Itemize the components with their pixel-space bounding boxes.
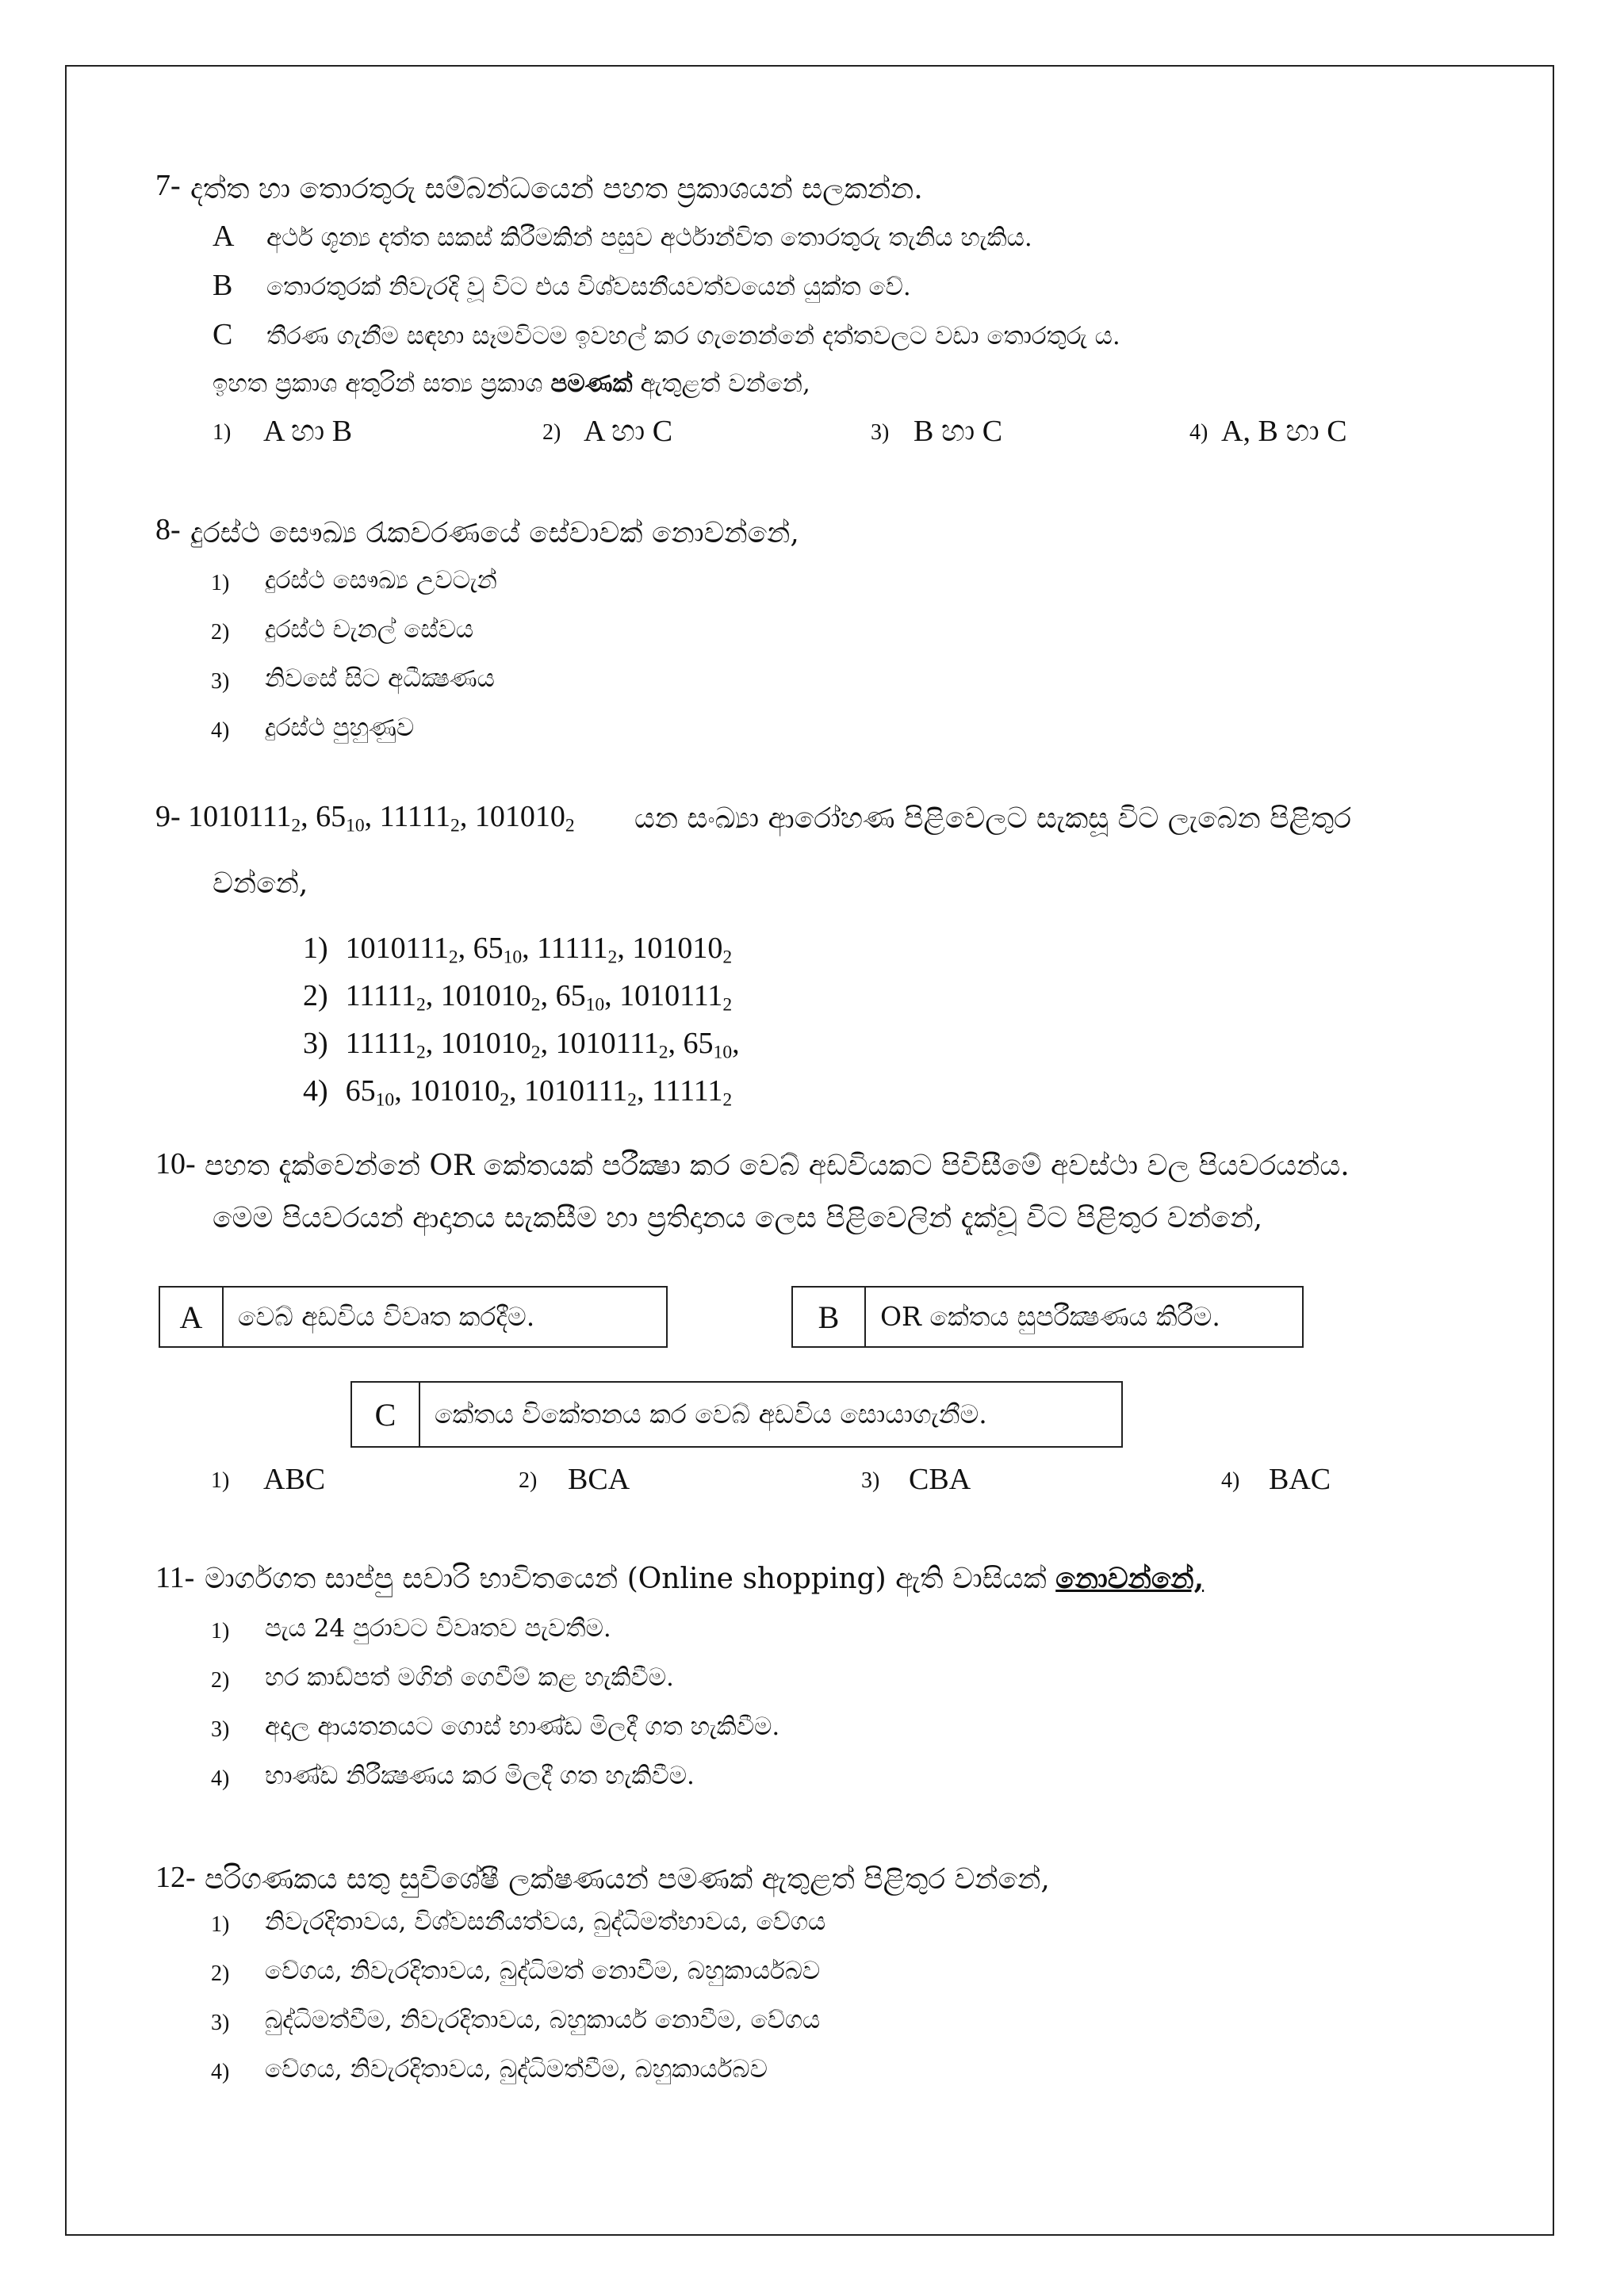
number-value: 1010111 — [188, 800, 292, 833]
statement-text: තොරතුරක් නිවැරදි වූ විට එය විශ්වසනීයවත්වයෙන් යුක්ත වේ. — [266, 273, 911, 301]
question-text: පහත දැක්වෙන්නේ OR කේතයක් පරීක්‍ෂා කර වෙබ් අඩවියකට පිවිසීමේ අවස්ථා වල පියවරයන්ය. — [205, 1150, 1350, 1182]
question-number: 8- — [155, 513, 181, 546]
option-number: 1) — [213, 420, 232, 445]
question-prompt: ඉහත ප්‍රකාශ අතුරින් සත්‍ය ප්‍රකාශ පමණක් ඇතුළත් වන්නේ, — [213, 369, 810, 398]
option-text: බුද්ධිමත්වීම, නිවැරදිතාවය, බහුකාර්ය නොවීම, වේගය — [265, 2006, 821, 2034]
question-text: දුරස්ථ සෞඛ්‍ය රැකවරණයේ සේවාවක් නොවන්නේ, — [190, 517, 799, 549]
option-number: 1) — [211, 571, 230, 595]
question-text-line2: මෙම පියවරයන් ආදානය සැකසීම හා ප්‍රතිදානය ලෙස පිළිවෙලින් දැක්වූ විට පිළිතුර වන්නේ, — [213, 1202, 1263, 1234]
option-number: 2) — [542, 420, 561, 445]
emphasis-text: නොවන්නේ, — [1055, 1562, 1205, 1595]
number-value: 11111 — [345, 1027, 417, 1060]
question-text: මාර්ගගත සාප්පු සවාරි භාවිතයෙන් (Online shopping) ඇති වාසියක් නොවන්නේ, — [205, 1562, 1205, 1595]
option-row: 1) $1010111_2$, $65_{10}$, $11111_2$, $101010_2$ — [303, 932, 733, 968]
option-number: 4) — [1189, 420, 1208, 445]
question-text: දත්ත හා තොරතුරු සම්බන්ධයෙන් පහත ප්‍රකාශයන් සලකන්න. — [190, 173, 923, 205]
number-base: 2 — [627, 1089, 637, 1111]
option-number: 3) — [303, 1027, 328, 1060]
question-text: පරිගණකය සතු සුවිශේෂී ලක්ෂණයන් පමණක් ඇතුළත් පිළිතුර වන්නේ, — [205, 1863, 1050, 1896]
number-base: 2 — [565, 815, 575, 836]
number-base: 2 — [658, 1042, 668, 1063]
step-box-a — [159, 1286, 668, 1348]
number-base: 2 — [722, 1089, 733, 1111]
option-text: BAC — [1269, 1463, 1331, 1496]
number-base: 10 — [585, 994, 605, 1016]
number-value: 65 — [473, 932, 504, 965]
question-number: 7- — [155, 169, 181, 202]
option-number: 2) — [303, 979, 328, 1012]
option-number: 3) — [871, 420, 890, 445]
number-value: 11111 — [345, 979, 417, 1012]
number-value: 65 — [555, 979, 586, 1012]
based-number — [473, 932, 523, 968]
step-label: C — [352, 1383, 420, 1446]
number-value: 11111 — [537, 932, 608, 965]
number-base: 10 — [375, 1089, 395, 1111]
number-base: 2 — [722, 947, 733, 968]
number-value: 101010 — [440, 1027, 531, 1060]
based-number — [555, 1027, 668, 1063]
option-text: ABC — [263, 1463, 326, 1496]
based-number — [188, 800, 301, 836]
number-base: 2 — [291, 815, 301, 836]
statement-label: B — [213, 269, 233, 302]
option-number: 1) — [211, 1912, 230, 1937]
option-number: 1) — [211, 1619, 230, 1644]
based-number — [537, 932, 618, 968]
option-text: හර කාඩ්පත් මගින් ගෙවීම් කළ හැකිවීම. — [265, 1663, 674, 1692]
option-number: 4) — [211, 2060, 230, 2084]
step-box-c — [350, 1381, 1123, 1448]
statement-text: තීරණ ගැනීම සඳහා සෑමවිටම ඉවහල් කර ගැනෙන්නේ දත්තවලට වඩා තොරතුරු ය. — [266, 322, 1120, 350]
option-number: 4) — [211, 718, 230, 743]
option-text: A, B හා C — [1221, 415, 1347, 448]
number-base: 2 — [500, 1089, 509, 1111]
number-value: 11111 — [651, 1074, 723, 1108]
number-value: 65 — [316, 800, 347, 833]
step-label: B — [793, 1288, 866, 1346]
number-value: 1010111 — [523, 1074, 628, 1108]
option-text: දුරස්ථ චැනල් සේවය — [265, 615, 474, 644]
option-text: දුරස්ථ පුහුණුව — [265, 714, 415, 742]
step-text: වෙබ් අඩවිය විවෘත කරදීම. — [238, 1301, 535, 1332]
option-text: BCA — [568, 1463, 630, 1496]
option-text: නිවසේ සිට අධීක්‍ෂණය — [265, 664, 495, 693]
step-label: A — [160, 1288, 224, 1346]
number-base: 2 — [530, 994, 541, 1016]
question-number: 9- $1010111_2$, $65_{10}$, $11111_2$, $101010_2$ — [155, 800, 575, 836]
number-base: 2 — [607, 947, 618, 968]
based-number — [316, 800, 365, 836]
question-text-line2: වන්නේ, — [213, 867, 308, 900]
number-value: 101010 — [632, 932, 723, 965]
option-row: 3) $11111_2$, $101010_2$, $1010111_2$, $65_{10}$, — [303, 1027, 740, 1063]
based-number — [379, 800, 460, 836]
based-number — [409, 1074, 509, 1111]
option-number: 3) — [211, 1717, 230, 1742]
option-text: නිවැරදිතාවය, විශ්වසනීයත්වය, බුද්ධිමත්භාවය, වේගය — [265, 1908, 826, 1936]
option-text: B හා C — [914, 415, 1003, 448]
number-base: 2 — [722, 994, 733, 1016]
option-text: පැය 24 පුරාවට විවෘතව පැවතීම. — [265, 1614, 611, 1643]
number-base: 10 — [503, 947, 523, 968]
number-value: 101010 — [440, 979, 531, 1012]
based-number — [345, 1074, 395, 1111]
step-box-b — [791, 1286, 1304, 1348]
option-row: 4) $65_{10}$, $101010_2$, $1010111_2$, $11111_2$ — [303, 1074, 733, 1111]
option-number: 2) — [211, 1961, 230, 1986]
option-number: 1) — [211, 1468, 230, 1493]
number-value: 101010 — [409, 1074, 500, 1108]
trailing-punctuation: , — [732, 1027, 740, 1060]
question-number: 11- — [155, 1561, 195, 1594]
number-base: 10 — [713, 1042, 733, 1063]
option-text: A හා C — [584, 415, 673, 448]
number-value: 1010111 — [555, 1027, 659, 1060]
option-text: දුරස්ථ සෞඛ්‍ය උවටැන් — [265, 566, 497, 595]
step-text: කේතය විකේතනය කර වෙබ් අඩවිය සොයාගැනීම. — [435, 1399, 987, 1429]
question-text: යන සංඛ්‍යා ආරෝහණ පිළිවෙලට සැකසූ විට ලැබෙන පිළිතුර — [634, 802, 1351, 835]
based-number — [440, 979, 541, 1016]
option-number: 1) — [303, 932, 328, 965]
based-number — [555, 979, 605, 1016]
number-base: 2 — [448, 947, 458, 968]
number-value: 101010 — [474, 800, 565, 833]
based-number — [632, 932, 733, 968]
based-number — [474, 800, 575, 836]
based-number — [440, 1027, 541, 1063]
statement-text: අර්ථ ශූන්‍ය දත්ත සකස් කිරීමකින් පසුව අර්ථාන්විත තොරතුරු තැනිය හැකිය. — [266, 224, 1032, 252]
option-text: CBA — [909, 1463, 971, 1496]
option-number: 4) — [211, 1766, 230, 1791]
statement-label: A — [213, 220, 235, 253]
number-base: 2 — [530, 1042, 541, 1063]
option-text: අදාල ආයතනයට ගොස් භාණ්ඩ මිලදී ගත හැකිවීම. — [265, 1712, 780, 1741]
option-number: 3) — [211, 669, 230, 694]
option-number: 2) — [211, 1668, 230, 1693]
step-text: OR කේතය සුපරීක්‍ෂණය කිරීම. — [880, 1301, 1220, 1332]
based-number — [345, 1027, 426, 1063]
based-number — [683, 1027, 733, 1063]
based-number — [651, 1074, 733, 1111]
option-row: 2) $11111_2$, $101010_2$, $65_{10}$, $1010111_2$ — [303, 979, 733, 1016]
emphasis-text: පමණක් — [550, 369, 633, 398]
based-number — [523, 1074, 637, 1111]
option-text: වේගය, නිවැරදිතාවය, බුද්ධිමත් නොවීම, බහුකාර්යබව — [265, 1957, 821, 1985]
statement-label: C — [213, 318, 233, 351]
number-value: 65 — [683, 1027, 714, 1060]
question-number: 12- — [155, 1861, 196, 1894]
based-number — [345, 979, 426, 1016]
number-base: 2 — [416, 994, 426, 1016]
option-number: 3) — [861, 1468, 880, 1493]
number-list: $1010111_2$, $65_{10}$, $11111_2$, $101010_2$ — [188, 800, 575, 836]
based-number — [345, 932, 458, 968]
option-text: වේගය, නිවැරදිතාවය, බුද්ධිමත්වීම, බහුකාර්යබව — [265, 2055, 768, 2084]
option-number: 2) — [211, 620, 230, 645]
number-value: 65 — [345, 1074, 376, 1108]
question-number: 10- — [155, 1147, 196, 1181]
number-value: 1010111 — [345, 932, 449, 965]
option-text: A හා B — [263, 415, 353, 448]
option-number: 4) — [303, 1074, 328, 1108]
based-number — [619, 979, 733, 1016]
option-number: 4) — [1221, 1468, 1240, 1493]
option-number: 2) — [519, 1468, 538, 1493]
number-value: 1010111 — [619, 979, 723, 1012]
number-value: 11111 — [379, 800, 451, 833]
number-base: 10 — [346, 815, 365, 836]
number-base: 2 — [450, 815, 460, 836]
option-text: භාණ්ඩ නිරීක්‍ෂණය කර මිලදී ගත හැකිවීම. — [265, 1762, 695, 1790]
option-number: 3) — [211, 2011, 230, 2035]
number-base: 2 — [416, 1042, 426, 1063]
